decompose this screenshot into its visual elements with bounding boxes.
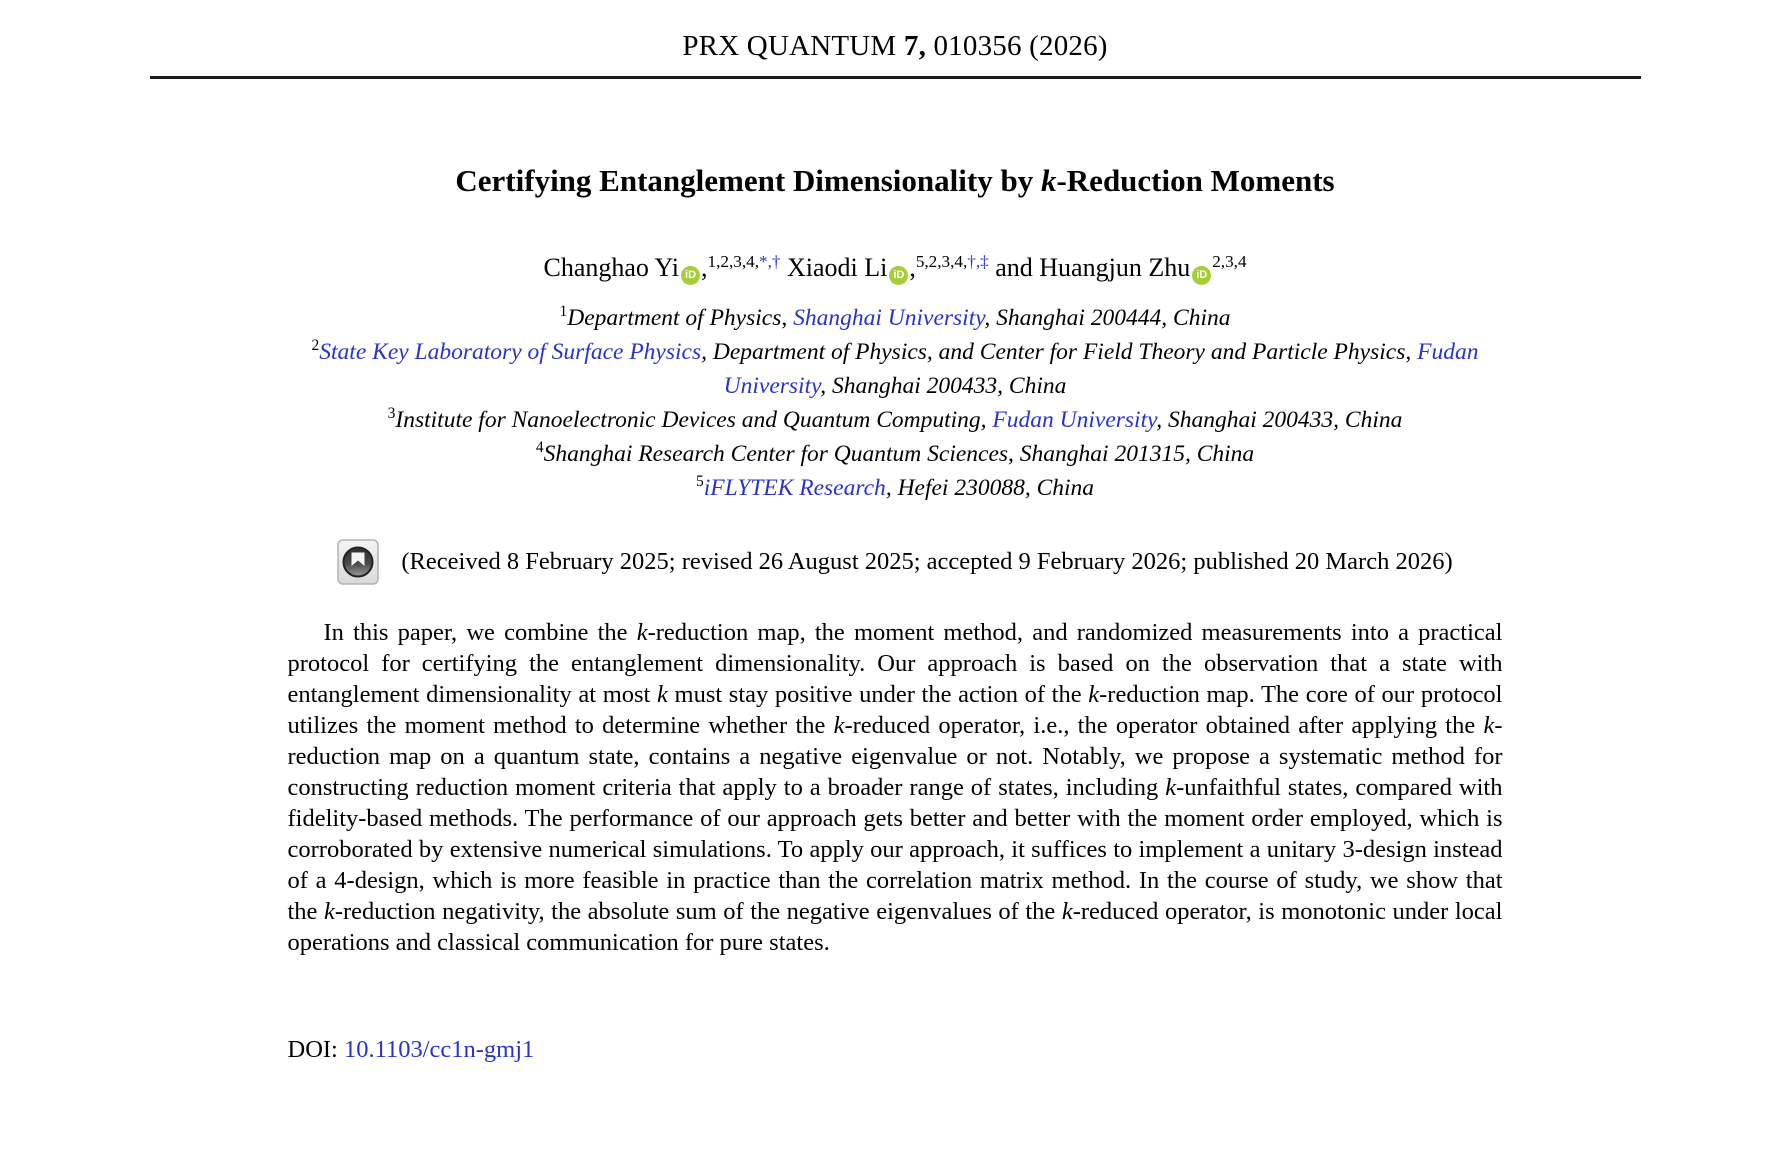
doi-line <box>288 1036 1503 1064</box>
author-footnote-link-1[interactable]: *,† <box>758 251 781 271</box>
received-line: (Received 8 February 2025; revised 26 August 2025; accepted 9 February 2026; published 20 March 2026) <box>401 548 1453 575</box>
text-segment: Changhao Yi <box>543 253 680 282</box>
abstract-text <box>288 617 1503 958</box>
text-segment: k <box>636 619 648 646</box>
text-segment: -reduction map. The core of our protocol utilizes the moment method to determine whether the <box>287 681 1503 739</box>
crossmark-icon[interactable] <box>337 539 379 585</box>
text-segment: k <box>323 898 335 925</box>
abstract-section <box>288 617 1503 1064</box>
text-segment: must stay positive under the action of the <box>667 681 1089 708</box>
text-segment: k <box>1040 163 1057 198</box>
text-segment: , <box>909 253 916 282</box>
text-segment: Shanghai Research Center for Quantum Sciences, Shanghai 201315, China <box>543 441 1255 467</box>
text-segment: In this paper, we combine the <box>323 619 637 646</box>
text-segment: and Huangjun Zhu <box>988 253 1191 282</box>
text-segment: k <box>657 681 668 708</box>
affiliation-1 <box>260 301 1530 335</box>
fudan-university-link[interactable]: Fudan University <box>723 339 1479 399</box>
text-segment: -reduced operator, i.e., the operator obtained after applying the <box>844 712 1484 739</box>
text-segment: -reduced operator, is monotonic under local operations and classical communication for pure states. <box>287 898 1503 956</box>
text-segment: , Shanghai 200433, China <box>820 373 1067 399</box>
authors-line <box>0 253 1790 285</box>
text-segment: , Department of Physics, and Center for Field Theory and Particle Physics, <box>701 339 1418 365</box>
received-row <box>0 539 1790 585</box>
affiliations <box>260 301 1530 505</box>
text-segment: 7, <box>903 30 927 62</box>
text-segment: Institute for Nanoelectronic Devices and Quantum Computing, <box>395 407 993 433</box>
text-segment: 5 <box>695 473 704 491</box>
orcid-icon-xiaodi-li[interactable]: iD <box>889 266 908 285</box>
text-segment: 2 <box>311 337 320 355</box>
affiliation-3 <box>260 403 1530 437</box>
orcid-icon-huangjun-zhu[interactable]: iD <box>1192 266 1211 285</box>
journal-header <box>0 0 1790 63</box>
text-segment: , Shanghai 200444, China <box>984 305 1231 331</box>
text-segment: , Shanghai 200433, China <box>1156 407 1403 433</box>
text-segment: 1 <box>559 303 568 321</box>
doi-link[interactable]: 10.1103/cc1n-gmj1 <box>343 1036 535 1063</box>
text-segment: -Reduction Moments <box>1056 163 1335 198</box>
paper-title <box>0 163 1790 199</box>
text-segment: k <box>1165 774 1177 801</box>
doi-label: DOI: <box>287 1036 344 1063</box>
author-footnote-link-2[interactable]: †,‡ <box>967 251 989 271</box>
state-key-laboratory-link[interactable]: State Key Laboratory of Surface Physics <box>319 339 702 365</box>
text-segment: -reduction map, the moment method, and randomized measurements into a practical protocol for certifying the entanglement dimensionality. Our approach is based on the observation that a state with entanglement dimensionality at most <box>287 619 1503 708</box>
text-segment: 4 <box>535 439 544 457</box>
text-segment: 5,2,3,4, <box>915 251 968 271</box>
text-segment: -unfaithful states, compared with fidelity-based methods. The performance of our approach gets better and better with the moment order employed, which is corroborated by extensive numerical simulations. To apply our approach, it suffices to implement a unitary 3-design instead of a 4-design, which is more feasible in practice than the correlation matrix method. In the course of study, we show that the <box>287 774 1503 925</box>
text-segment: k <box>1483 712 1495 739</box>
header-rule <box>150 76 1641 79</box>
text-segment: 2,3,4 <box>1212 251 1247 271</box>
text-segment: -reduction negativity, the absolute sum of the negative eigenvalues of the <box>334 898 1062 925</box>
affiliation-5 <box>260 471 1530 505</box>
text-segment: k <box>1088 681 1100 708</box>
iflytek-research-link[interactable]: iFLYTEK Research <box>703 475 886 501</box>
affiliation-2 <box>260 335 1530 403</box>
text-segment: 1,2,3,4, <box>707 251 759 271</box>
text-segment: k <box>1061 898 1073 925</box>
text-segment: , Hefei 230088, China <box>885 475 1095 501</box>
text-segment: , <box>701 253 708 282</box>
text-segment: -reduction map on a quantum state, contains a negative eigenvalue or not. Notably, we propose a systematic method for constructing reduction moment criteria that apply to a broader range of states, including <box>287 712 1503 801</box>
text-segment: PRX QUANTUM <box>682 30 904 62</box>
fudan-university-link-2[interactable]: Fudan University <box>992 407 1157 433</box>
text-segment: Xiaodi Li <box>780 253 888 282</box>
text-segment: Certifying Entanglement Dimensionality by <box>455 163 1041 198</box>
text-segment: Department of Physics, <box>567 305 794 331</box>
text-segment: k <box>833 712 845 739</box>
orcid-icon-changhao-yi[interactable]: iD <box>681 266 700 285</box>
text-segment: 010356 (2026) <box>926 30 1108 62</box>
shanghai-university-link[interactable]: Shanghai University <box>793 305 985 331</box>
affiliation-4 <box>260 437 1530 471</box>
text-segment: 3 <box>387 405 396 423</box>
